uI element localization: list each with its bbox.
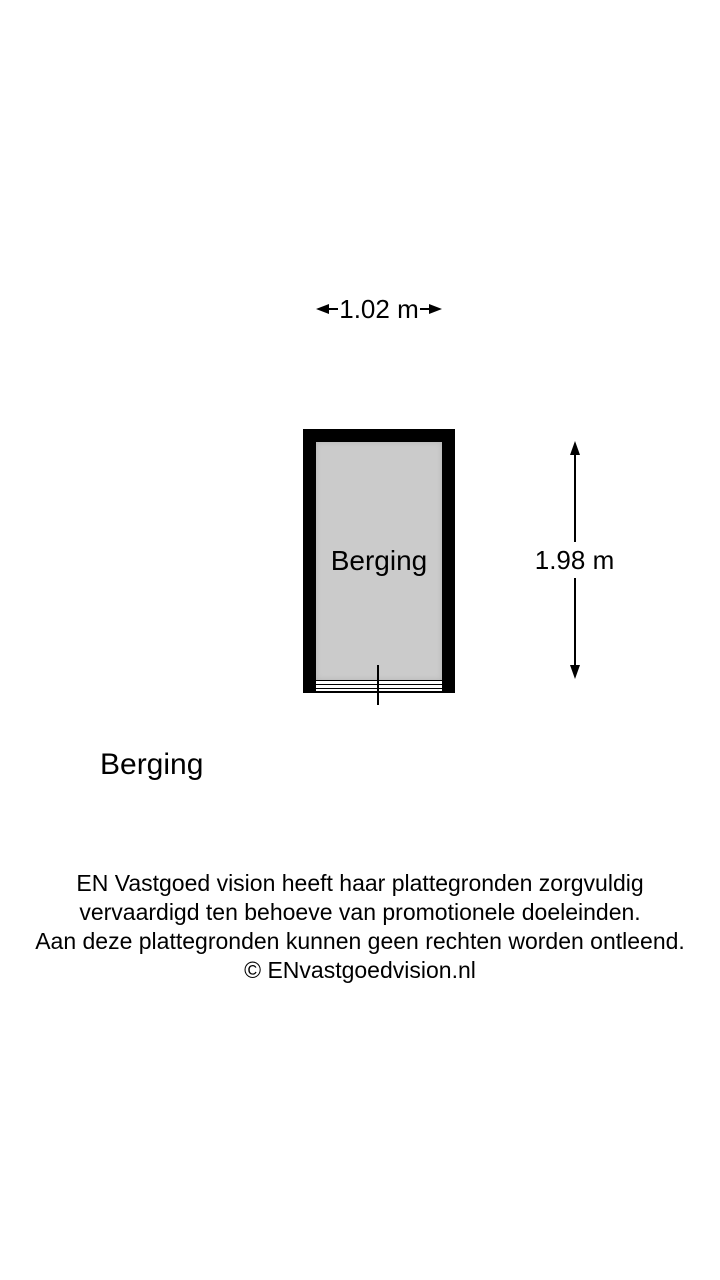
dimension-arrow-right: [420, 304, 442, 314]
room-label: Berging: [330, 545, 428, 576]
dimension-line-segment: [420, 308, 429, 310]
height-dimension: [534, 441, 615, 679]
arrow-down-icon: [570, 665, 580, 679]
arrow-left-icon: [316, 304, 329, 314]
dimension-line-segment: [329, 308, 338, 310]
arrow-right-icon: [429, 304, 442, 314]
plan-title: Berging: [100, 748, 204, 781]
disclaimer: [0, 869, 720, 985]
width-dimension: [316, 294, 442, 324]
dimension-arrow-left: [316, 304, 338, 314]
disclaimer-line: EN Vastgoed vision heeft haar plattegronden zorgvuldig: [76, 870, 644, 896]
room-berging-plan: [303, 429, 455, 693]
width-dimension-label: 1.02 m: [339, 294, 419, 324]
door-threshold: [316, 680, 442, 693]
height-dimension-label: 1.98 m: [532, 542, 618, 578]
copyright-line: © ENvastgoedvision.nl: [244, 957, 476, 983]
disclaimer-line: Aan deze plattegronden kunnen geen rechten worden ontleend.: [35, 928, 685, 954]
disclaimer-line: vervaardigd ten behoeve van promotionele doeleinden.: [79, 899, 641, 925]
door-swing-line: [377, 665, 379, 705]
